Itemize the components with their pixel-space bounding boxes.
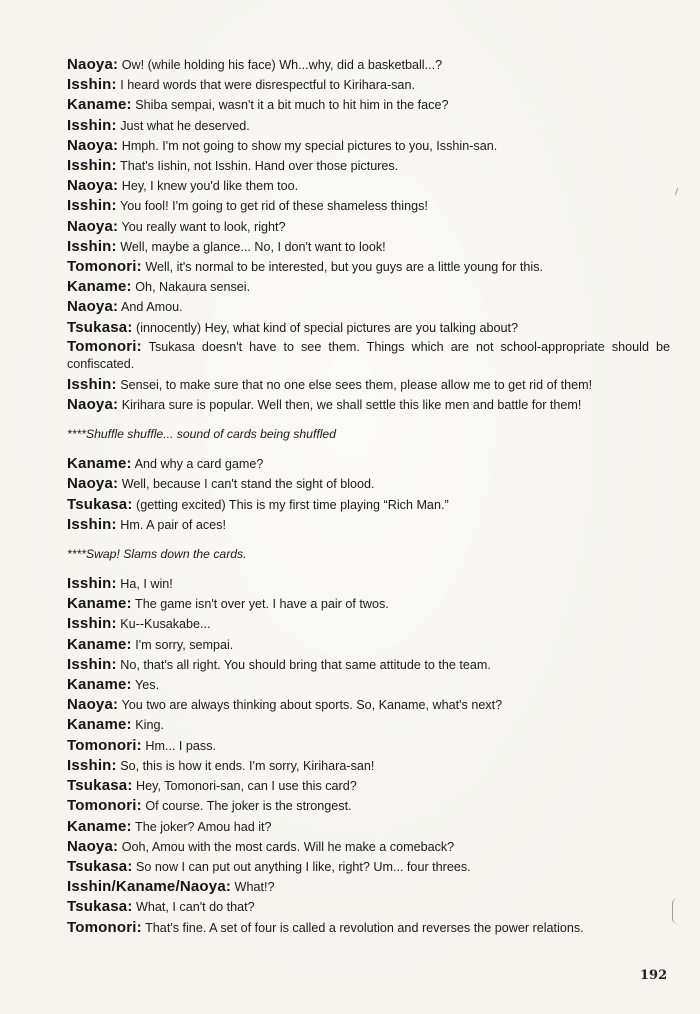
dialogue-line xyxy=(67,495,670,515)
dialogue-text: (getting excited) This is my first time playing “Rich Man.” xyxy=(132,497,449,512)
speaker-name: Kaname: xyxy=(67,716,132,734)
dialogue-line xyxy=(67,297,670,317)
dialogue-line xyxy=(67,715,670,735)
dialogue-text: You really want to look, right? xyxy=(118,219,286,234)
speaker-name: Naoya: xyxy=(67,217,119,235)
dialogue-line xyxy=(67,918,670,938)
dialogue-text: Tsukasa doesn't have to see them. Things which are not school-appropriate should be confiscated. xyxy=(67,339,670,371)
dialogue-text: No, that's all right. You should bring that same attitude to the team. xyxy=(116,657,491,672)
dialogue-line xyxy=(67,474,670,494)
dialogue-text: That's fine. A set of four is called a revolution and reverses the power relations. xyxy=(141,920,584,935)
speaker-name: Kaname: xyxy=(67,455,132,473)
dialogue-line xyxy=(67,675,670,695)
dialogue-line xyxy=(67,817,670,837)
dialogue-text: Ooh, Amou with the most cards. Will he make a comeback? xyxy=(118,839,455,854)
dialogue-line xyxy=(67,515,670,535)
dialogue-text: I'm sorry, sempai. xyxy=(131,637,234,652)
speaker-name: Isshin: xyxy=(67,76,117,94)
speaker-name: Isshin: xyxy=(67,575,117,593)
dialogue-line xyxy=(67,756,670,776)
speaker-name: Tsukasa: xyxy=(67,495,133,513)
dialogue-text: So now I can put out anything I like, right? Um... four threes. xyxy=(132,859,471,874)
speaker-name: Tomonori: xyxy=(67,736,142,754)
dialogue-line xyxy=(67,897,670,917)
speaker-name: Isshin: xyxy=(67,756,117,774)
speaker-name: Tsukasa: xyxy=(67,318,133,336)
speaker-name: Naoya: xyxy=(67,696,119,714)
speaker-name: Kaname: xyxy=(67,96,132,114)
dialogue-text: You two are always thinking about sports. So, Kaname, what's next? xyxy=(118,698,503,713)
dialogue-line xyxy=(67,176,670,196)
dialogue-text: Sensei, to make sure that no one else sees them, please allow me to get rid of them! xyxy=(116,377,593,392)
dialogue-text: And Amou. xyxy=(118,300,183,315)
speaker-name: Tsukasa: xyxy=(67,777,133,795)
dialogue-line xyxy=(67,136,670,156)
speaker-name: Tsukasa: xyxy=(67,857,133,875)
dialogue-line xyxy=(67,217,670,237)
dialogue-text: King. xyxy=(131,718,164,733)
dialogue-text: Hey, Tomonori-san, can I use this card? xyxy=(132,779,357,794)
dialogue-text: The joker? Amou had it? xyxy=(131,819,272,834)
speaker-name: Tomonori: xyxy=(67,918,142,936)
speaker-name: Naoya: xyxy=(67,56,119,73)
dialogue-text: That's Iishin, not Isshin. Hand over those pictures. xyxy=(116,159,399,174)
dialogue-line xyxy=(67,877,670,897)
speaker-name: Isshin: xyxy=(67,515,117,533)
dialogue-line xyxy=(67,395,670,415)
dialogue-text: Oh, Nakaura sensei. xyxy=(131,280,251,295)
dialogue-text: I heard words that were disrespectful to Kirihara-san. xyxy=(116,78,415,93)
dialogue-text: You fool! I'm going to get rid of these shameless things! xyxy=(116,199,428,214)
dialogue-text: Ha, I win! xyxy=(116,577,173,592)
dialogue-line xyxy=(67,196,670,216)
dialogue-line xyxy=(67,574,670,594)
speaker-name: Tsukasa: xyxy=(67,898,133,916)
sound-effect-note: ****Shuffle shuffle... sound of cards being shuffled xyxy=(67,427,336,442)
margin-mark xyxy=(672,898,681,924)
speaker-name: Tomonori: xyxy=(67,337,142,355)
speaker-name: Isshin: xyxy=(67,237,117,255)
dialogue-line xyxy=(67,857,670,877)
sound-effect-note: ****Swap! Slams down the cards. xyxy=(67,547,247,562)
speaker-name: Kaname: xyxy=(67,635,132,653)
page-number: 192 xyxy=(640,968,668,983)
dialogue-line xyxy=(67,655,670,675)
paper-speck xyxy=(675,188,681,197)
dialogue-text: Well, it's normal to be interested, but you guys are a little young for this. xyxy=(141,260,544,275)
dialogue-text: And why a card game? xyxy=(131,457,264,472)
dialogue-line xyxy=(67,776,670,796)
speaker-name: Kaname: xyxy=(67,676,132,694)
dialogue-line xyxy=(67,614,670,634)
dialogue-line xyxy=(67,736,670,756)
speaker-name: Isshin: xyxy=(67,197,117,215)
dialogue-text: Hm. A pair of aces! xyxy=(116,517,226,532)
dialogue-line xyxy=(67,95,670,115)
speaker-name: Kaname: xyxy=(67,817,132,835)
speaker-name: Isshin: xyxy=(67,116,117,134)
dialogue-line xyxy=(67,55,670,75)
dialogue-text: Hm... I pass. xyxy=(141,738,217,753)
dialogue-text: (innocently) Hey, what kind of special pictures are you talking about? xyxy=(132,320,519,335)
speaker-name: Isshin: xyxy=(67,157,117,175)
speaker-name: Naoya: xyxy=(67,298,119,316)
dialogue-line xyxy=(67,594,670,614)
dialogue-text: Ku--Kusakabe... xyxy=(116,617,211,632)
dialogue-line xyxy=(67,156,670,176)
dialogue-line xyxy=(67,116,670,136)
dialogue-text: So, this is how it ends. I'm sorry, Kirihara-san! xyxy=(116,758,375,773)
dialogue-line xyxy=(67,75,670,95)
dialogue-text: Well, maybe a glance... No, I don't want to look! xyxy=(116,239,386,254)
dialogue-line xyxy=(67,796,670,816)
script-body xyxy=(67,55,670,938)
speaker-name: Isshin: xyxy=(67,615,117,633)
dialogue-text: Hey, I knew you'd like them too. xyxy=(118,179,299,194)
dialogue-text: Shiba sempai, wasn't it a bit much to hit him in the face? xyxy=(131,98,449,113)
dialogue-line xyxy=(67,635,670,655)
dialogue-text: Yes. xyxy=(131,678,160,693)
speaker-name: Tomonori: xyxy=(67,258,142,276)
speaker-name: Kaname: xyxy=(67,595,132,613)
dialogue-text: What!? xyxy=(231,880,275,895)
dialogue-line xyxy=(67,695,670,715)
speaker-name: Isshin: xyxy=(67,655,117,673)
speaker-name: Tomonori: xyxy=(67,797,142,815)
speaker-name: Naoya: xyxy=(67,136,119,154)
dialogue-line xyxy=(67,837,670,857)
dialogue-text: Well, because I can't stand the sight of blood. xyxy=(118,477,375,492)
dialogue-text: Of course. The joker is the strongest. xyxy=(141,799,352,814)
dialogue-text: Ow! (while holding his face) Wh...why, did a basketball...? xyxy=(118,58,443,72)
dialogue-line xyxy=(67,318,670,338)
dialogue-line xyxy=(67,257,670,277)
speaker-name: Naoya: xyxy=(67,177,119,195)
dialogue-text: Kirihara sure is popular. Well then, we shall settle this like men and battle for them! xyxy=(118,398,582,413)
dialogue-line xyxy=(67,454,670,474)
dialogue-text: The game isn't over yet. I have a pair of twos. xyxy=(131,597,389,612)
speaker-name: Isshin/Kaname/Naoya: xyxy=(67,878,232,896)
dialogue-text: What, I can't do that? xyxy=(132,900,255,915)
dialogue-line xyxy=(67,338,670,373)
speaker-name: Naoya: xyxy=(67,475,119,493)
speaker-name: Isshin: xyxy=(67,375,117,393)
dialogue-text: Just what he deserved. xyxy=(116,118,250,133)
dialogue-text: Hmph. I'm not going to show my special pictures to you, Isshin-san. xyxy=(118,138,498,153)
dialogue-line xyxy=(67,375,670,395)
speaker-name: Kaname: xyxy=(67,278,132,296)
speaker-name: Naoya: xyxy=(67,396,119,414)
dialogue-line xyxy=(67,277,670,297)
speaker-name: Naoya: xyxy=(67,837,119,855)
dialogue-line xyxy=(67,237,670,257)
